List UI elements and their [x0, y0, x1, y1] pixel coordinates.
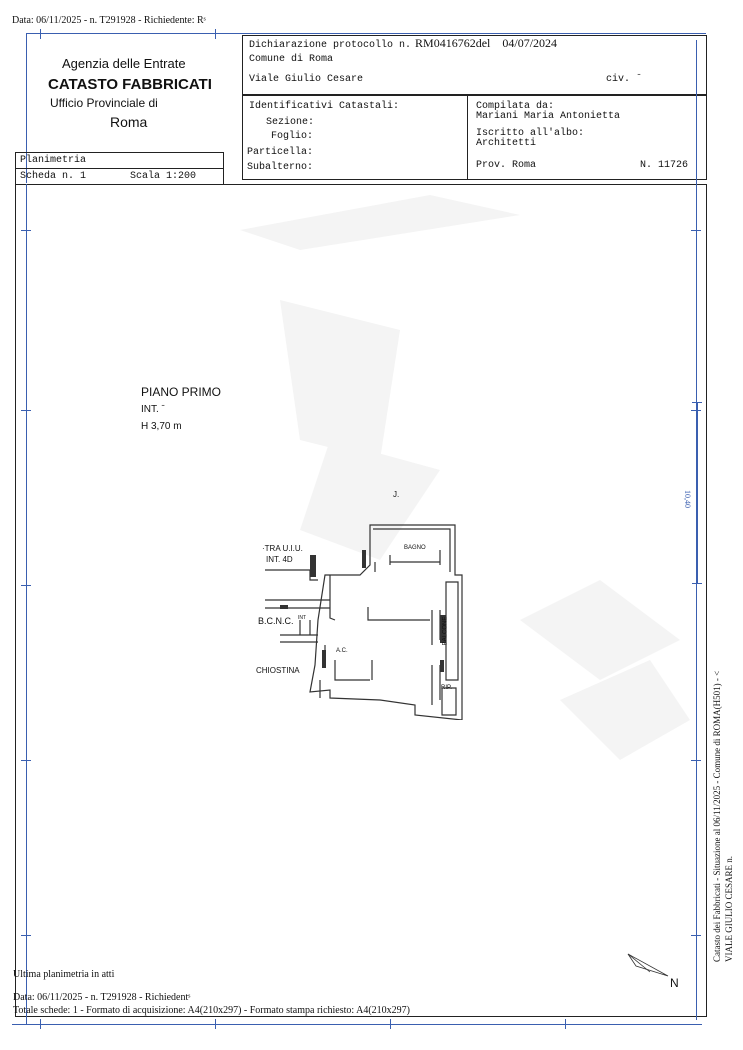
albo-value: Architetti: [476, 138, 537, 149]
room-bcnc: B.C.N.C.: [258, 616, 294, 626]
agency-name: Agenzia delle Entrate: [62, 56, 186, 71]
ufficio-label: Ufficio Provinciale di: [50, 96, 158, 110]
scala-label: Scala 1:200: [130, 171, 197, 182]
room-balcone: BALCONE: [442, 616, 449, 646]
room-ac: A.C.: [336, 648, 348, 654]
address-label: Viale Giulio Cesare: [249, 74, 364, 85]
foglio-label: Foglio:: [271, 131, 314, 142]
room-int4d: INT. 4D: [266, 555, 293, 564]
dimension-line: [697, 402, 698, 584]
north-arrow-icon: [626, 952, 676, 982]
particella-label: Particella:: [247, 147, 314, 158]
sezione-label: Sezione:: [266, 117, 315, 128]
room-rip: RIP.: [441, 685, 452, 691]
ufficio-city: Roma: [110, 114, 148, 130]
compiled-label: Compilata da:: [476, 101, 555, 112]
declaration-prefix: Dichiarazione protocollo n.: [249, 40, 412, 51]
declaration-number: RM0416762del: [415, 36, 491, 50]
plan-mark: J.: [393, 490, 400, 499]
side-address-text: VIALE GIULIO CESARE n.: [724, 856, 734, 962]
civ-label: civ. ˉ: [606, 74, 643, 85]
height-label: H 3,70 m: [141, 421, 182, 432]
scheda-label: Scheda n. 1: [20, 171, 87, 182]
catasto-title: CATASTO FABBRICATI: [48, 76, 212, 93]
dimension-tick-bottom: [692, 583, 702, 584]
albo-label: Iscritto all'albo:: [476, 128, 585, 139]
prov-label: Prov. Roma: [476, 160, 537, 171]
int-label: INT. ˉ: [141, 404, 165, 415]
compiled-name: Mariani Maria Antonietta: [476, 111, 621, 122]
side-situation-text: Catasto dei Fabbricati - Situazione al 06/11/2025 - Comune di ROMA(H501) - <: [712, 670, 722, 962]
footer-totale-line: Totale schede: 1 - Formato di acquisizione: A4(210x297) - Formato stampa richiesto: A4(210x297): [13, 1005, 410, 1016]
north-label: N: [670, 976, 679, 990]
footer-data-line: Data: 06/11/2025 - n. T291928 - Richiedentˢ: [13, 992, 191, 1003]
room-altra-uiu: ·TRA U.I.U.: [262, 544, 303, 553]
last-plan-note: Ultima planimetria in atti: [13, 969, 115, 980]
albo-number: N. 11726: [640, 160, 689, 171]
dimension-label: 10,40: [683, 490, 692, 508]
header-request-line: Data: 06/11/2025 - n. T291928 - Richiedente: Rˢ: [12, 15, 206, 26]
comune-label: Comune di Roma: [249, 54, 334, 65]
room-int-small: INT: [298, 615, 307, 621]
planimetria-label: Planimetria: [20, 155, 87, 166]
identifiers-title: Identificativi Catastali:: [249, 101, 400, 112]
room-bagno: BAGNO: [404, 545, 426, 551]
piano-label: PIANO PRIMO: [141, 385, 222, 399]
declaration-date: 04/07/2024: [502, 36, 558, 50]
subalterno-label: Subalterno:: [247, 162, 314, 173]
room-chiostina: CHIOSTINA: [256, 666, 300, 675]
dimension-tick-top: [692, 402, 702, 403]
